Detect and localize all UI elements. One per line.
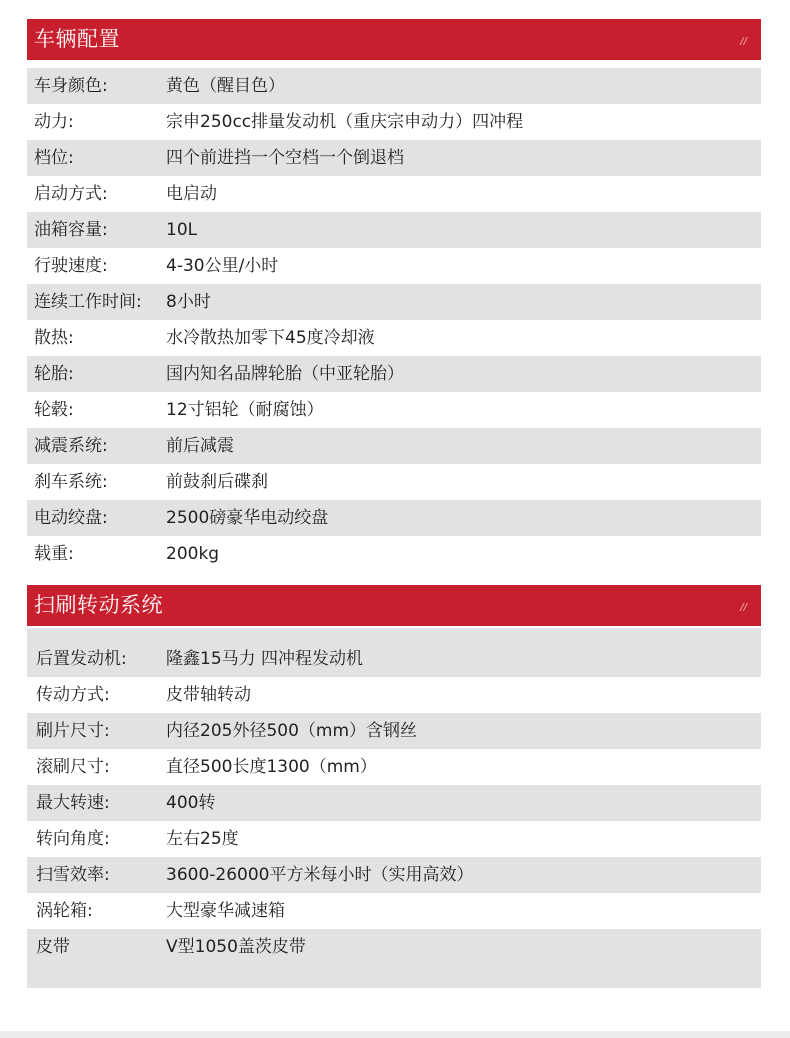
- table-row: [27, 140, 761, 176]
- table-row: [27, 248, 761, 284]
- row-value: 大型豪华减速箱: [166, 901, 285, 921]
- row-label: 转向角度:: [36, 829, 110, 849]
- row-value: 水冷散热加零下45度冷却液: [166, 328, 375, 348]
- row-label: 涡轮箱:: [36, 901, 93, 921]
- row-value: 黄色（醒目色）: [166, 76, 285, 96]
- table-row: [27, 536, 761, 572]
- vehicle-config-table: [27, 68, 761, 572]
- row-label: 扫雪效率:: [36, 865, 110, 885]
- slash-deco-icon: //: [740, 36, 747, 47]
- row-label: 传动方式:: [36, 685, 110, 705]
- row-value: 国内知名品牌轮胎（中亚轮胎）: [166, 364, 404, 384]
- row-value: 8小时: [166, 292, 211, 312]
- table-spacer: [27, 628, 761, 641]
- table-row: [27, 500, 761, 536]
- row-value: 内径205外径500（mm）含钢丝: [166, 721, 418, 741]
- row-label: 油箱容量:: [34, 220, 108, 240]
- row-label: 行驶速度:: [34, 256, 108, 276]
- row-label: 最大转速:: [36, 793, 110, 813]
- table-row: [27, 392, 761, 428]
- row-value: 200kg: [166, 544, 220, 564]
- row-value: 前后减震: [166, 436, 234, 456]
- row-value: V型1050盖茨皮带: [166, 937, 306, 957]
- footer-divider: [0, 1031, 790, 1038]
- row-label: 载重:: [34, 544, 74, 564]
- section-header-brush-system: [27, 585, 761, 626]
- row-value: 隆鑫15马力 四冲程发动机: [166, 649, 364, 669]
- row-value: 前鼓刹后碟刹: [166, 472, 268, 492]
- table-row: [27, 356, 761, 392]
- row-value: 皮带轴转动: [166, 685, 251, 705]
- row-label: 轮毂:: [34, 400, 74, 420]
- row-value: 12寸铝轮（耐腐蚀）: [166, 400, 324, 420]
- table-row: [27, 212, 761, 248]
- table-row: [27, 677, 761, 713]
- table-row: [27, 713, 761, 749]
- row-value: 4-30公里/小时: [166, 256, 279, 276]
- row-label: 刹车系统:: [34, 472, 108, 492]
- row-value: 400转: [166, 793, 216, 813]
- table-row: [27, 464, 761, 500]
- table-row: [27, 929, 761, 965]
- row-label: 散热:: [34, 328, 74, 348]
- row-label: 连续工作时间:: [34, 292, 142, 312]
- table-row: [27, 857, 761, 893]
- table-row: [27, 284, 761, 320]
- table-row: [27, 749, 761, 785]
- row-label: 启动方式:: [34, 184, 108, 204]
- row-label: 后置发动机:: [36, 649, 127, 669]
- row-value: 电启动: [166, 184, 217, 204]
- section-title: 车辆配置: [34, 27, 120, 51]
- row-label: 轮胎:: [34, 364, 74, 384]
- row-label: 档位:: [34, 148, 74, 168]
- section-title: 扫刷转动系统: [34, 593, 163, 617]
- section-header-vehicle-config: [27, 19, 761, 60]
- brush-system-table: [27, 628, 761, 988]
- table-row: [27, 893, 761, 929]
- table-row: [27, 320, 761, 356]
- table-row: [27, 821, 761, 857]
- table-row: [27, 785, 761, 821]
- row-label: 皮带: [36, 937, 70, 957]
- row-label: 滚刷尺寸:: [36, 757, 110, 777]
- row-label: 刷片尺寸:: [36, 721, 110, 741]
- table-row: [27, 428, 761, 464]
- row-label: 车身颜色:: [34, 76, 108, 96]
- slash-deco-icon: //: [740, 602, 747, 613]
- row-label: 动力:: [34, 112, 74, 132]
- table-spacer: [27, 965, 761, 988]
- row-value: 10L: [166, 220, 198, 240]
- row-value: 左右25度: [166, 829, 239, 849]
- table-row: [27, 68, 761, 104]
- row-value: 3600-26000平方米每小时（实用高效）: [166, 865, 474, 885]
- row-value: 直径500长度1300（mm）: [166, 757, 377, 777]
- row-label: 电动绞盘:: [34, 508, 108, 528]
- table-row: [27, 641, 761, 677]
- row-value: 四个前进挡一个空档一个倒退档: [166, 148, 404, 168]
- row-value: 宗申250cc排量发动机（重庆宗申动力）四冲程: [166, 112, 524, 132]
- row-label: 减震系统:: [34, 436, 108, 456]
- table-row: [27, 176, 761, 212]
- table-row: [27, 104, 761, 140]
- row-value: 2500磅豪华电动绞盘: [166, 508, 329, 528]
